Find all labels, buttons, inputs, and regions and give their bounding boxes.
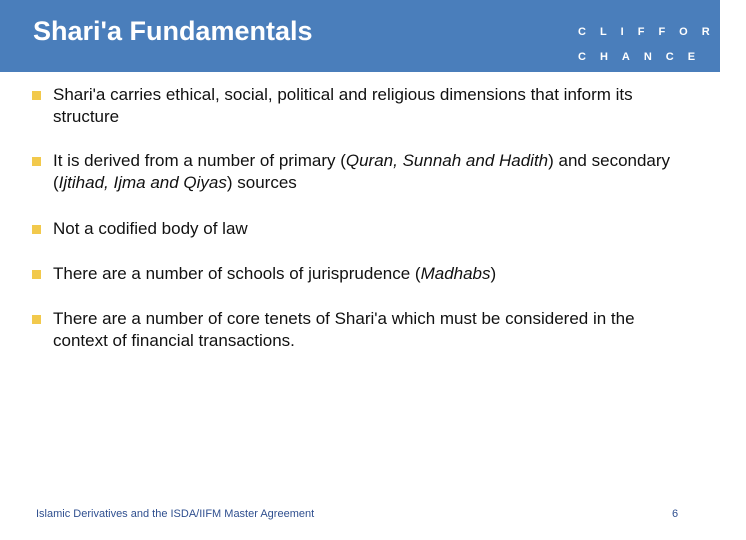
bullet-text: It is derived from a number of primary ( <box>53 151 346 170</box>
footer-caption: Islamic Derivatives and the ISDA/IIFM Master Agreement <box>36 508 315 520</box>
clifford-chance-logo <box>578 20 746 70</box>
page-number: 6 <box>672 508 679 520</box>
italic-term: Madhabs <box>420 264 491 283</box>
bullet-text: ) and secondary ( <box>53 151 671 192</box>
bullet-square-icon <box>32 225 41 234</box>
slide-title: Shari'a Fundamentals <box>33 16 313 46</box>
bullet-square-icon <box>32 157 41 166</box>
bullet-text: There are a number of schools of jurisprudence ( <box>53 264 421 283</box>
bullet-text: ) <box>490 264 497 283</box>
bullet-list <box>32 84 692 352</box>
title-bar <box>0 0 746 72</box>
bullet-text: There are a number of core tenets of Shari'a which must be considered in the context of financial transactions. <box>53 309 635 350</box>
bullet-text: ) sources <box>226 173 297 192</box>
bullet-square-icon <box>32 315 41 324</box>
bullet-text: Not a codified body of law <box>53 219 248 238</box>
bullet-square-icon <box>32 270 41 279</box>
logo-line-chance: CHANCE <box>578 51 710 63</box>
bullet-item <box>32 150 692 194</box>
bullet-square-icon <box>32 91 41 100</box>
bullet-item <box>32 263 692 285</box>
bullet-item <box>32 218 692 240</box>
bullet-text: Shari'a carries ethical, social, political and religious dimensions that inform its structure <box>53 85 633 126</box>
bullet-item <box>32 84 692 128</box>
logo-line-clifford: CLIFFORD <box>578 26 746 38</box>
italic-term: Ijtihad, Ijma and Qiyas <box>58 173 227 192</box>
italic-term: Quran, Sunnah and Hadith <box>345 151 549 170</box>
bullet-item <box>32 308 692 352</box>
